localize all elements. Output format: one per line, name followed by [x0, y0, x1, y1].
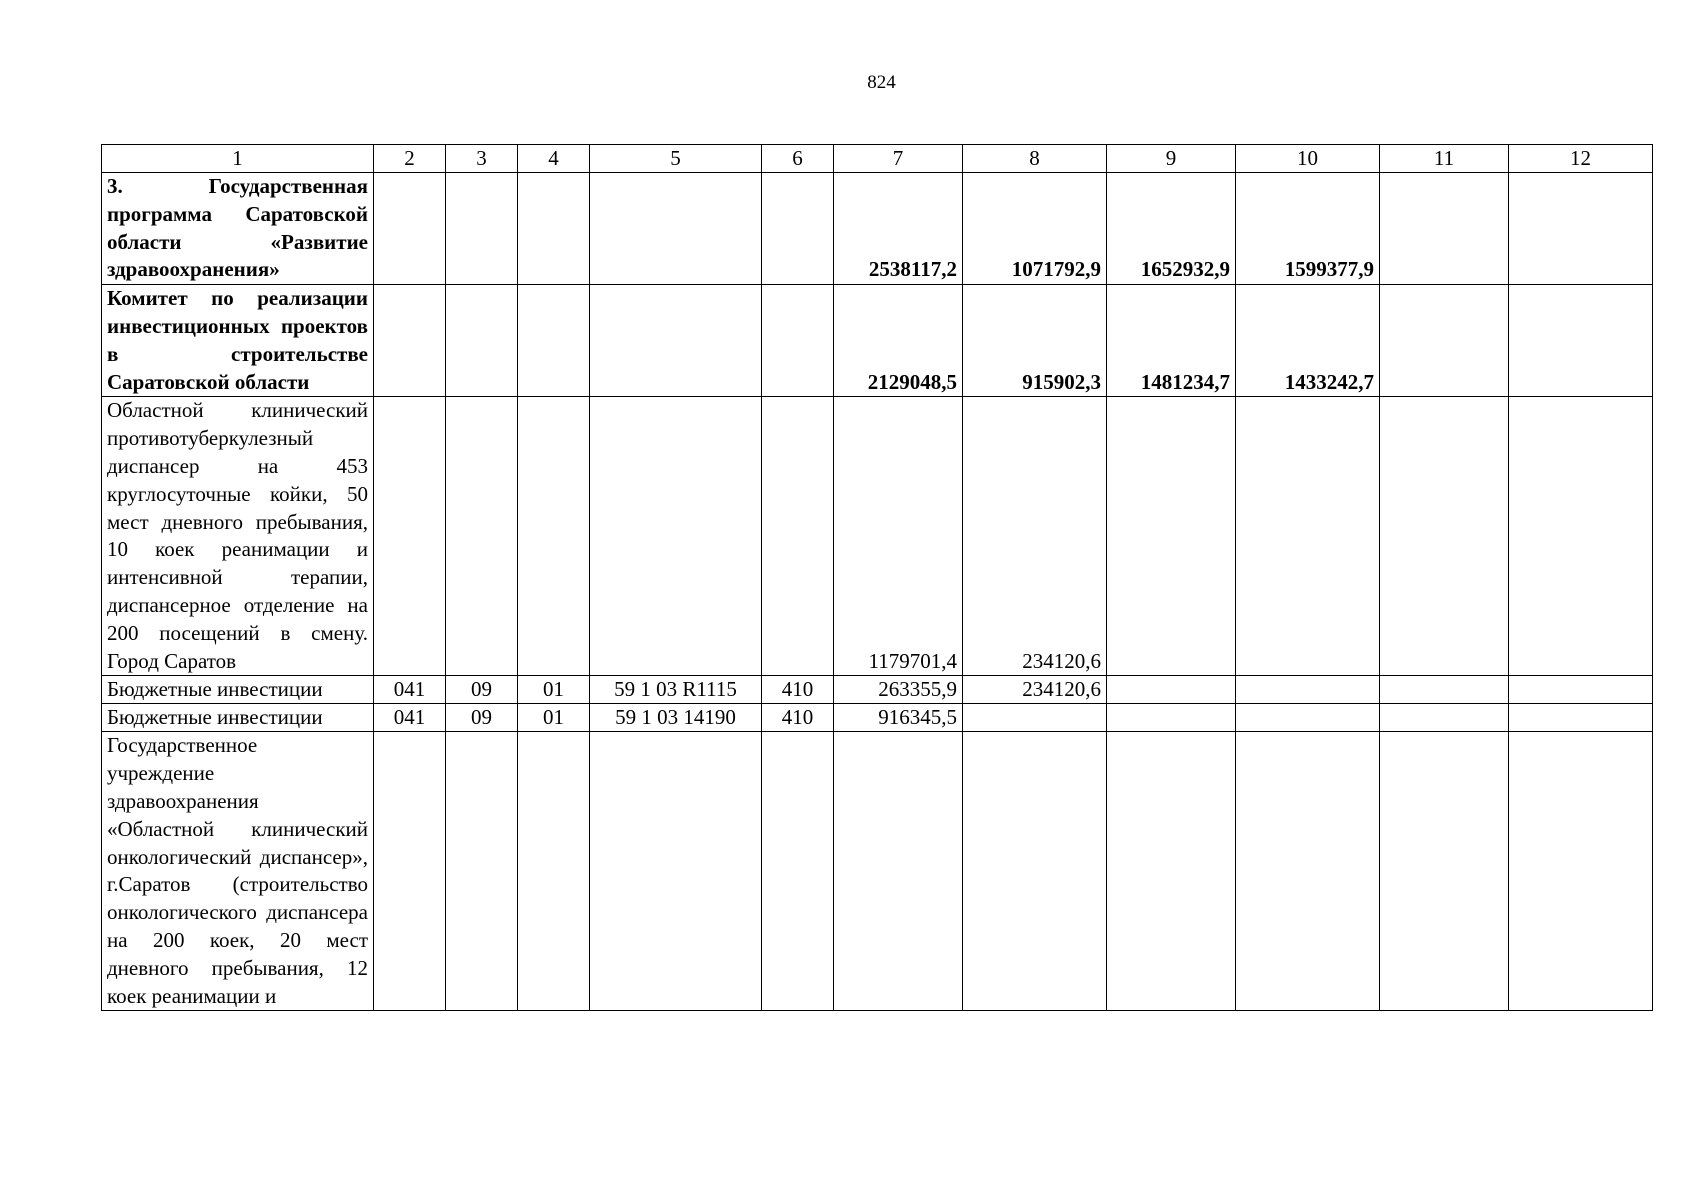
- table-row: [102, 285, 1653, 397]
- cell-col-12: [1509, 732, 1653, 1011]
- col-header-4: 4: [518, 145, 590, 173]
- cell-subsection: [518, 285, 590, 397]
- cell-expense-type: [762, 732, 834, 1011]
- col-header-10: 10: [1236, 145, 1380, 173]
- cell-expense-type: [762, 397, 834, 676]
- cell-col-11: [1380, 285, 1509, 397]
- cell-col-10: [1236, 397, 1380, 676]
- cell-section: [446, 732, 518, 1011]
- col-header-9: 9: [1107, 145, 1236, 173]
- col-header-2: 2: [374, 145, 446, 173]
- cell-col-8: 234120,6: [963, 676, 1107, 704]
- table-row: [102, 704, 1653, 732]
- table-row: [102, 397, 1653, 676]
- cell-section: [446, 285, 518, 397]
- cell-col-9: 1652932,9: [1107, 173, 1236, 285]
- cell-col-12: [1509, 676, 1653, 704]
- cell-col-8: [963, 704, 1107, 732]
- cell-col-9: [1107, 397, 1236, 676]
- col-header-6: 6: [762, 145, 834, 173]
- cell-col-10: 1433242,7: [1236, 285, 1380, 397]
- col-header-3: 3: [446, 145, 518, 173]
- cell-expense-type: [762, 285, 834, 397]
- row-description: Бюджетные инвестиции: [102, 704, 374, 732]
- cell-section: [446, 173, 518, 285]
- cell-col-11: [1380, 704, 1509, 732]
- cell-section-code: [374, 397, 446, 676]
- cell-subsection: 01: [518, 676, 590, 704]
- cell-section-code: [374, 732, 446, 1011]
- cell-section: 09: [446, 676, 518, 704]
- table-row: [102, 173, 1653, 285]
- cell-col-8: 915902,3: [963, 285, 1107, 397]
- cell-section-code: [374, 285, 446, 397]
- table-row: [102, 676, 1653, 704]
- cell-col-9: 1481234,7: [1107, 285, 1236, 397]
- cell-col-9: [1107, 676, 1236, 704]
- cell-col-12: [1509, 285, 1653, 397]
- cell-col-11: [1380, 732, 1509, 1011]
- cell-col-7: [834, 732, 963, 1011]
- row-description: Комитет по реализации инвестиционных проектов в строительстве Саратовской области: [102, 285, 374, 397]
- cell-section-code: 041: [374, 704, 446, 732]
- cell-section-code: 041: [374, 676, 446, 704]
- cell-col-10: 1599377,9: [1236, 173, 1380, 285]
- cell-col-12: [1509, 397, 1653, 676]
- cell-expense-type: [762, 173, 834, 285]
- cell-target-article: 59 1 03 R1115: [590, 676, 762, 704]
- row-description: Бюджетные инвестиции: [102, 676, 374, 704]
- cell-col-11: [1380, 397, 1509, 676]
- cell-col-9: [1107, 732, 1236, 1011]
- cell-col-7: 263355,9: [834, 676, 963, 704]
- row-description: Государственное учреждение здравоохранения «Областной клинический онкологический диспансер», г.Саратов (строительство онкологического диспансера на 200 коек, 20 мест дневного пребывания, 12 коек реанимации и: [102, 732, 374, 1011]
- cell-target-article: [590, 397, 762, 676]
- cell-col-11: [1380, 173, 1509, 285]
- row-description: 3. Государственная программа Саратовской области «Развитие здравоохранения»: [102, 173, 374, 285]
- cell-target-article: 59 1 03 14190: [590, 704, 762, 732]
- cell-subsection: [518, 732, 590, 1011]
- cell-col-8: 234120,6: [963, 397, 1107, 676]
- col-header-11: 11: [1380, 145, 1509, 173]
- cell-col-10: [1236, 676, 1380, 704]
- cell-col-10: [1236, 732, 1380, 1011]
- cell-col-12: [1509, 704, 1653, 732]
- cell-subsection: 01: [518, 704, 590, 732]
- cell-expense-type: 410: [762, 676, 834, 704]
- col-header-12: 12: [1509, 145, 1653, 173]
- cell-col-7: 2538117,2: [834, 173, 963, 285]
- page-number: 824: [867, 72, 896, 93]
- cell-col-8: [963, 732, 1107, 1011]
- cell-section-code: [374, 173, 446, 285]
- cell-subsection: [518, 397, 590, 676]
- cell-col-12: [1509, 173, 1653, 285]
- cell-col-7: 2129048,5: [834, 285, 963, 397]
- cell-target-article: [590, 285, 762, 397]
- col-header-5: 5: [590, 145, 762, 173]
- cell-col-7: 916345,5: [834, 704, 963, 732]
- col-header-7: 7: [834, 145, 963, 173]
- budget-table: [101, 144, 1653, 1011]
- cell-section: [446, 397, 518, 676]
- cell-subsection: [518, 173, 590, 285]
- cell-col-10: [1236, 704, 1380, 732]
- cell-col-7: 1179701,4: [834, 397, 963, 676]
- cell-col-8: 1071792,9: [963, 173, 1107, 285]
- header-row: [102, 145, 1653, 173]
- col-header-1: 1: [102, 145, 374, 173]
- row-description: Областной клинический противотуберкулезный диспансер на 453 круглосуточные койки, 50 мест дневного пребывания, 10 коек реанимации и интенсивной терапии, диспансерное отделение на 200 посещений в смену. Город Саратов: [102, 397, 374, 676]
- cell-col-9: [1107, 704, 1236, 732]
- cell-section: 09: [446, 704, 518, 732]
- cell-target-article: [590, 173, 762, 285]
- cell-col-11: [1380, 676, 1509, 704]
- table-row: [102, 732, 1653, 1011]
- col-header-8: 8: [963, 145, 1107, 173]
- cell-target-article: [590, 732, 762, 1011]
- cell-expense-type: 410: [762, 704, 834, 732]
